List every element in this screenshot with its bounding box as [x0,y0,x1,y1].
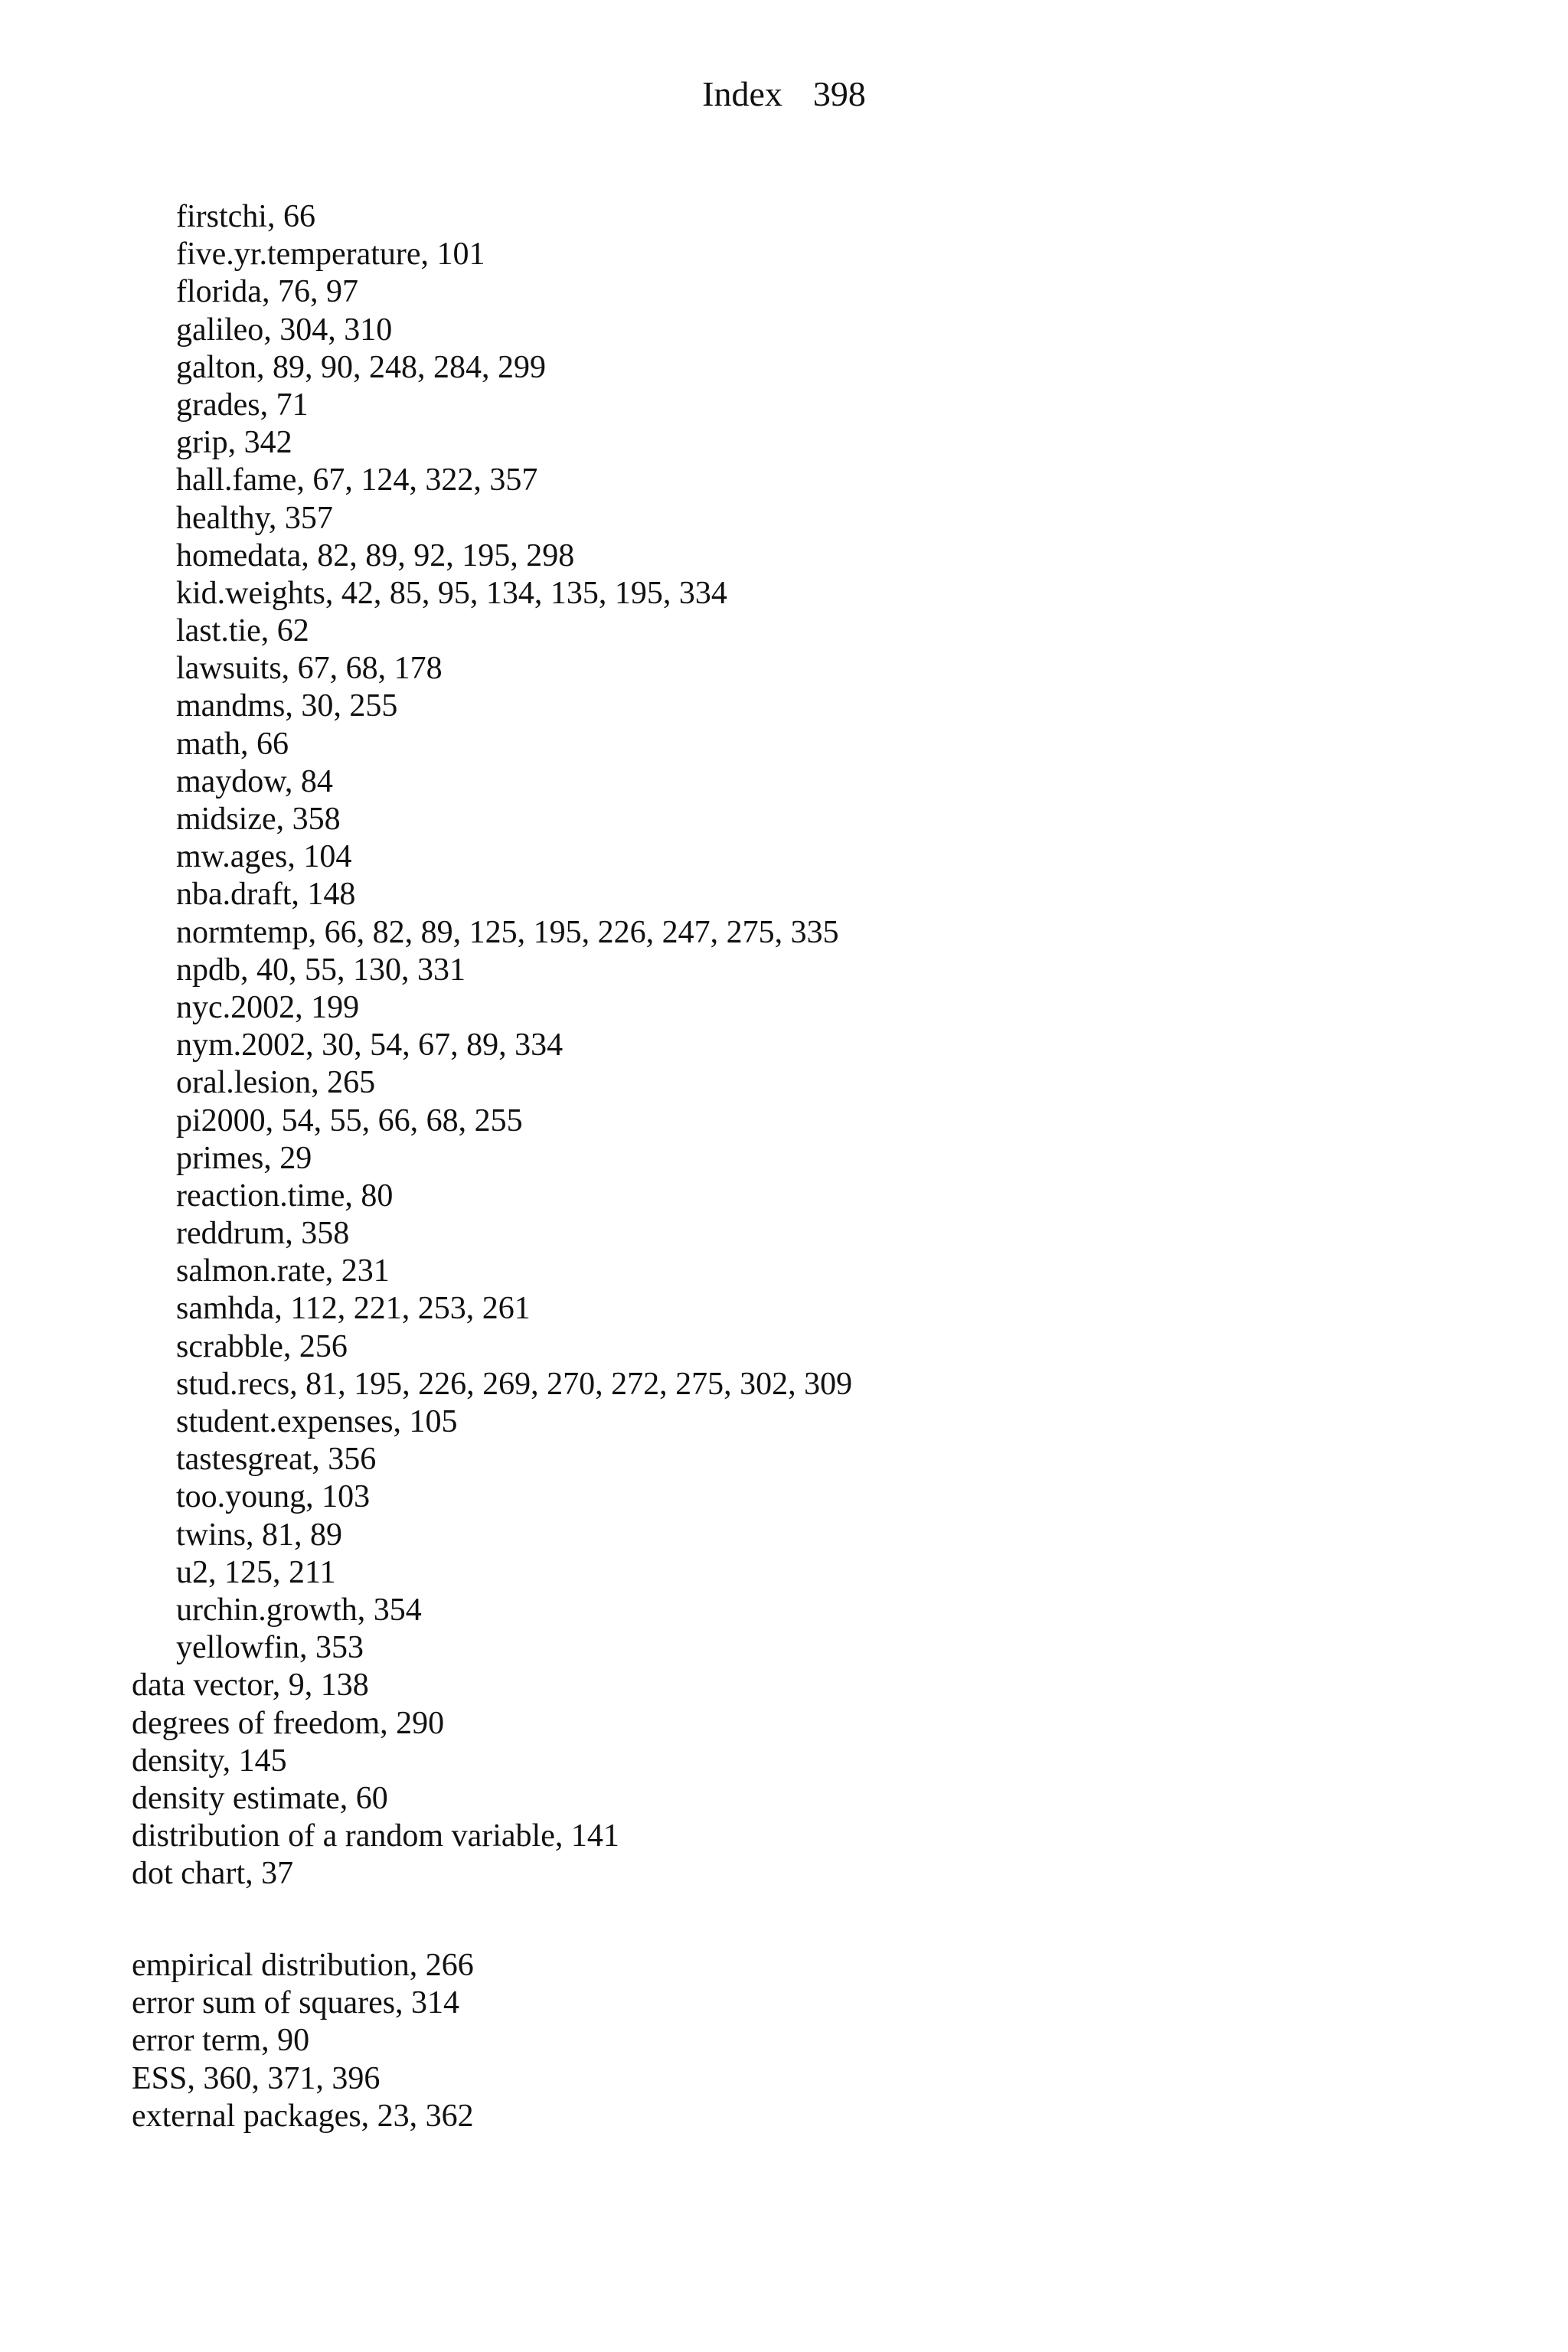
index-entry: ESS, 360, 371, 396 [132,2060,381,2096]
index-subentry: normtemp, 66, 82, 89, 125, 195, 226, 247, 275, 335 [176,914,839,950]
index-subentry: firstchi, 66 [176,199,315,234]
index-entry: density, 145 [132,1743,287,1779]
index-entry: external packages, 23, 362 [132,2098,474,2134]
index-subentry: yellowfin, 353 [176,1630,364,1666]
index-subentry: kid.weights, 42, 85, 95, 134, 135, 195, 334 [176,575,727,611]
index-subentry: stud.recs, 81, 195, 226, 269, 270, 272, 275, 302, 309 [176,1366,853,1402]
page-header [0,73,1568,116]
index-subentry: samhda, 112, 221, 253, 261 [176,1291,531,1327]
index-subentry: npdb, 40, 55, 130, 331 [176,952,466,988]
page-number: 398 [812,74,866,113]
index-subentry: homedata, 82, 89, 92, 195, 298 [176,537,575,573]
index-subentry: hall.fame, 67, 124, 322, 357 [176,462,538,498]
index-entry: density estimate, 60 [132,1780,388,1816]
index-subentry: pi2000, 54, 55, 66, 68, 255 [176,1102,523,1138]
index-entry: empirical distribution, 266 [132,1948,474,1983]
index-subentry: grip, 342 [176,425,292,461]
index-subentry: reddrum, 358 [176,1216,350,1252]
index-subentry: nyc.2002, 199 [176,989,360,1025]
index-entries-e [0,1947,474,2135]
index-subentry: math, 66 [176,726,289,762]
index-subentry: grades, 71 [176,387,309,423]
index-entry: degrees of freedom, 290 [132,1705,445,1741]
index-entry: dot chart, 37 [132,1856,294,1892]
index-subentry: reaction.time, 80 [176,1178,394,1214]
index-subentry: oral.lesion, 265 [176,1065,376,1101]
index-subentry: five.yr.temperature, 101 [176,237,485,273]
index-subentry: salmon.rate, 231 [176,1253,390,1289]
index-subentry: too.young, 103 [176,1479,371,1515]
index-subentry: primes, 29 [176,1140,312,1176]
index-subentry: galton, 89, 90, 248, 284, 299 [176,349,546,385]
index-subentry: nym.2002, 30, 54, 67, 89, 334 [176,1027,564,1063]
index-subentry: u2, 125, 211 [176,1554,336,1590]
index-subentry: mandms, 30, 255 [176,688,398,724]
index-entries-d [0,198,852,1893]
index-subentry: scrabble, 256 [176,1328,348,1364]
index-subentry: nba.draft, 148 [176,877,356,913]
index-subentry: maydow, 84 [176,763,333,799]
index-entry: error sum of squares, 314 [132,1985,460,2021]
index-subentry: last.tie, 62 [176,613,309,649]
index-entry: error term, 90 [132,2023,310,2059]
index-subentry: healthy, 357 [176,500,333,536]
index-subentry: student.expenses, 105 [176,1404,458,1439]
index-subentry: galileo, 304, 310 [176,312,393,348]
index-subentry: lawsuits, 67, 68, 178 [176,651,443,687]
header-label: Index [702,74,782,113]
index-subentry: twins, 81, 89 [176,1517,343,1553]
index-subentry: midsize, 358 [176,802,341,837]
index-subentry: tastesgreat, 356 [176,1442,377,1478]
index-entry: distribution of a random variable, 141 [132,1818,619,1854]
index-subentry: mw.ages, 104 [176,839,352,875]
index-entry: data vector, 9, 138 [132,1668,369,1704]
index-subentry: urchin.growth, 354 [176,1592,422,1628]
index-subentry: florida, 76, 97 [176,274,358,310]
